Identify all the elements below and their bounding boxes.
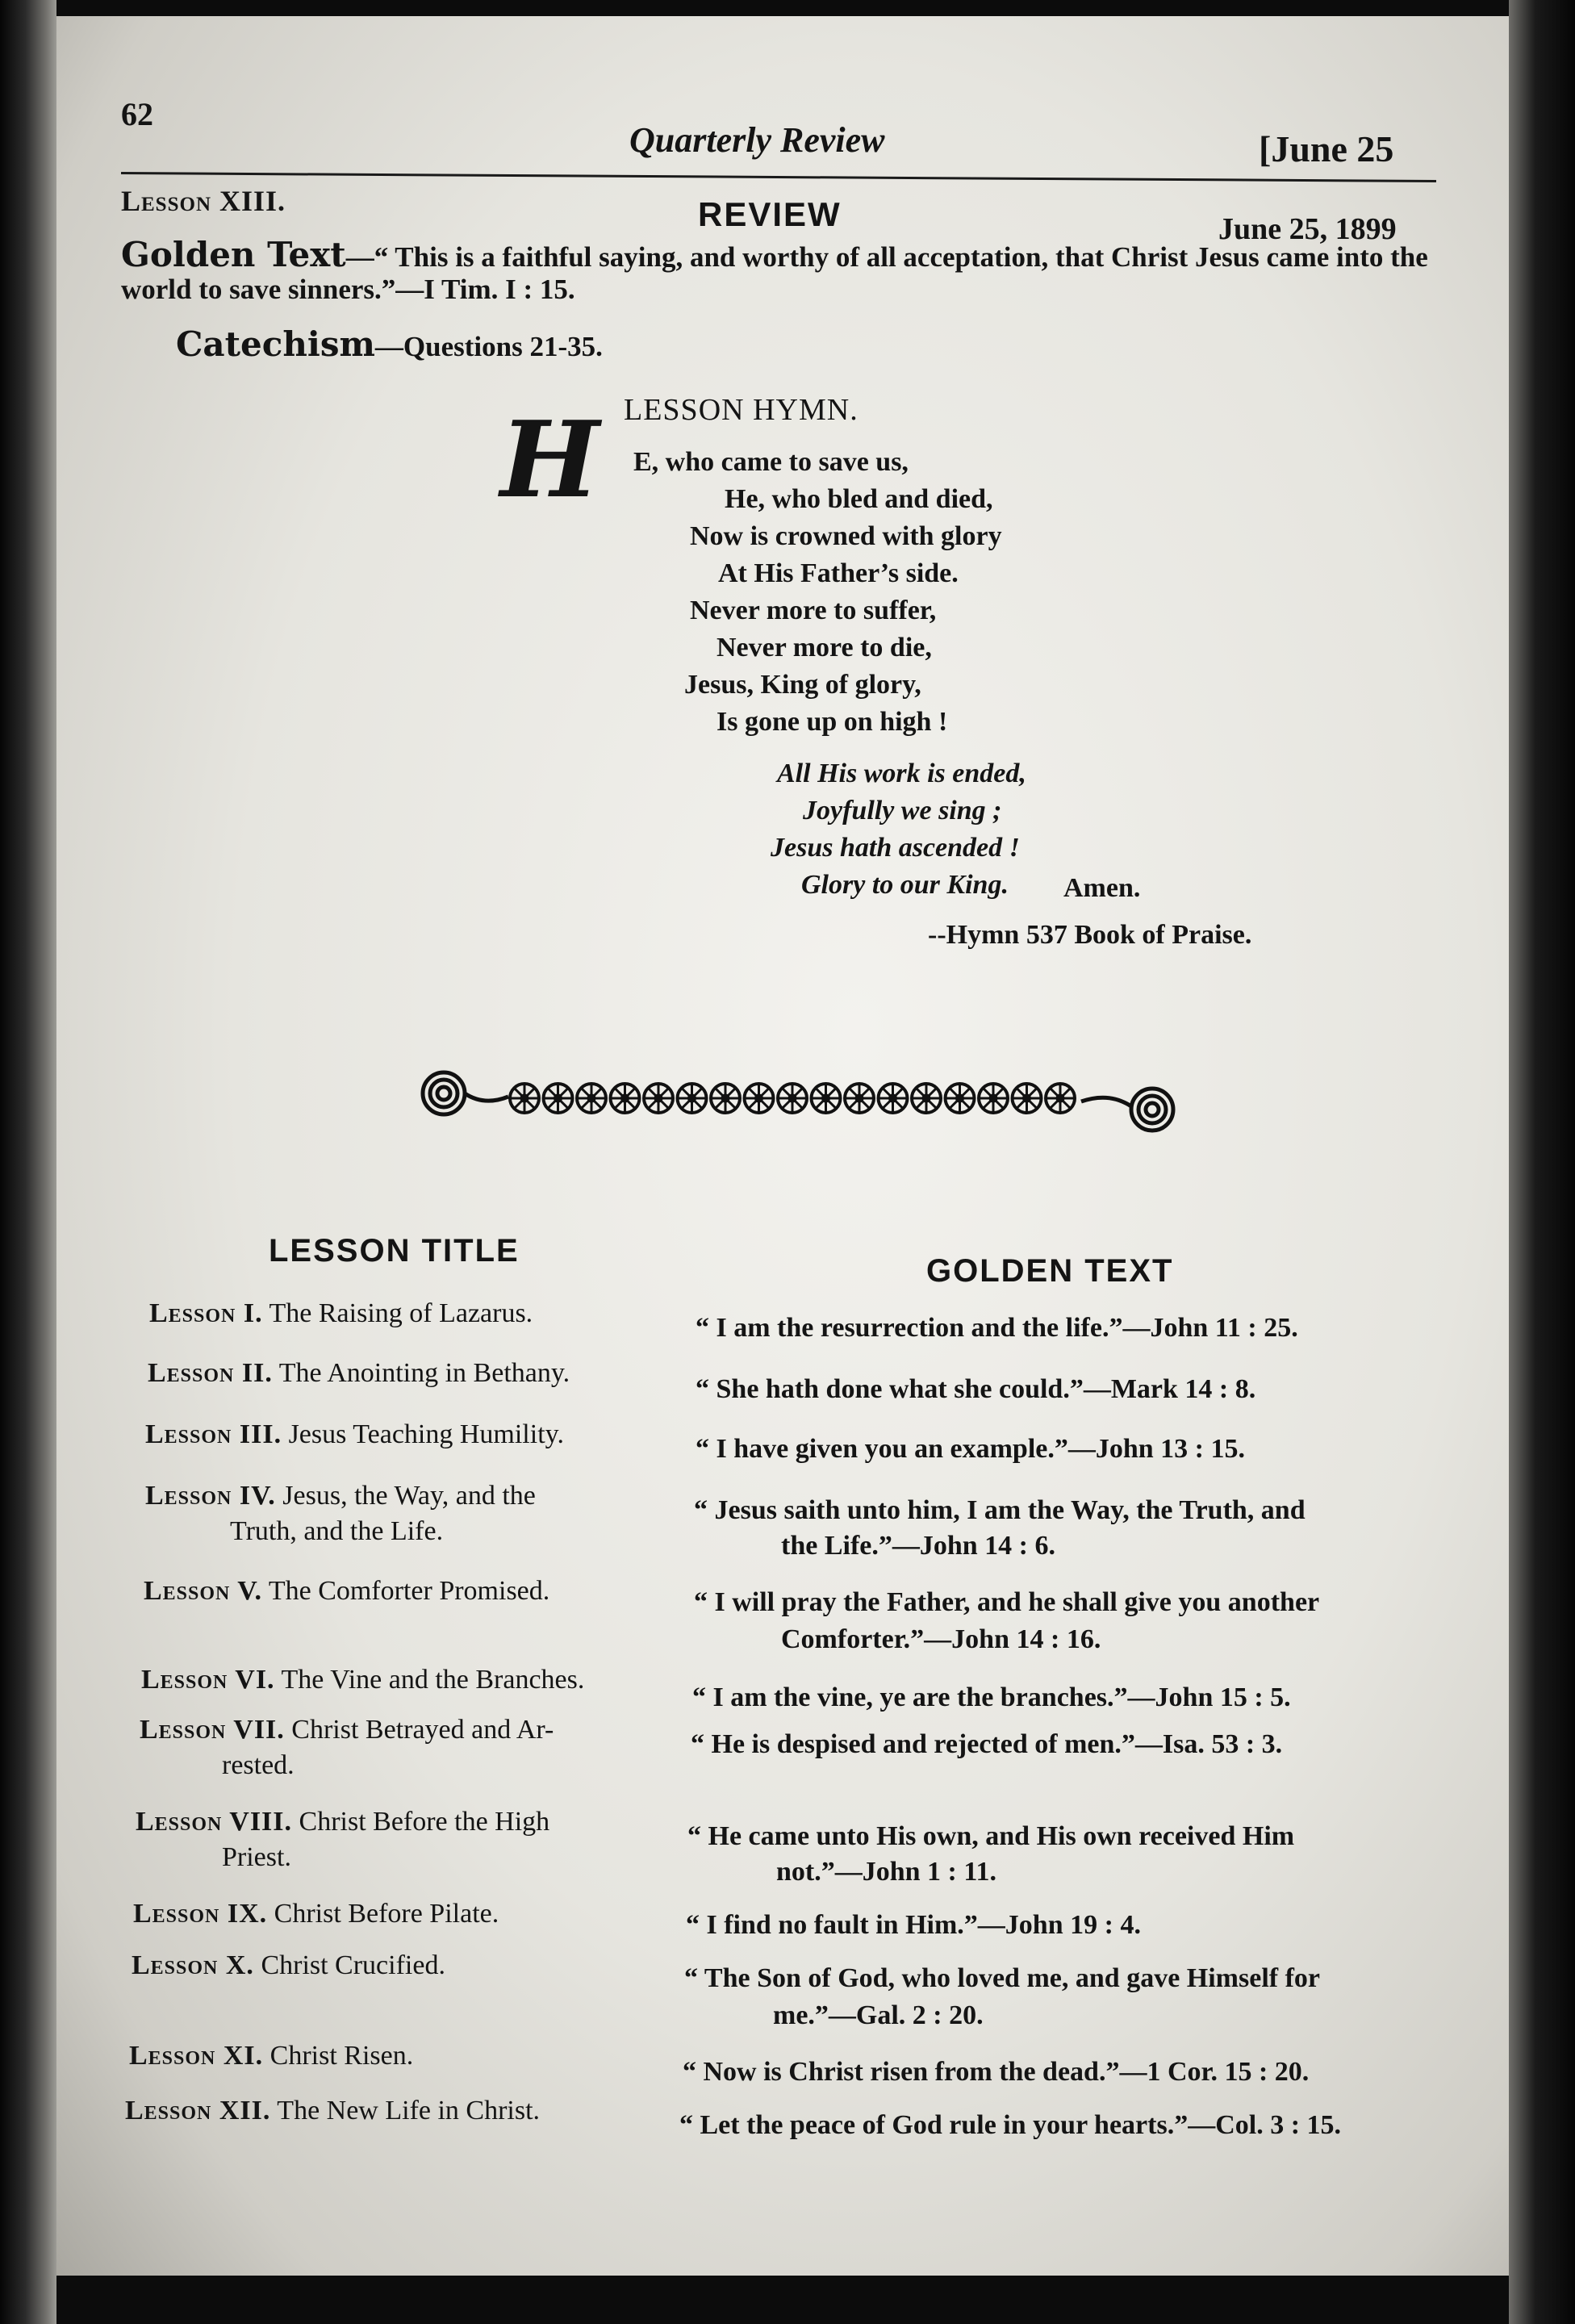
hymn-line: E, who came to save us, bbox=[633, 447, 909, 477]
golden-text-cell: “ He came unto His own, and His own received Him bbox=[687, 1821, 1295, 1851]
hymn-heading: LESSON HYMN. bbox=[624, 393, 859, 427]
ornament-wheel bbox=[778, 1084, 807, 1113]
golden-text-cell: “ I have given you an example.”—John 13 : 15. bbox=[696, 1434, 1245, 1464]
ornament-wheel bbox=[510, 1084, 539, 1113]
hymn-refrain-line: Glory to our King. bbox=[801, 870, 1009, 900]
golden-text-paragraph bbox=[121, 235, 1444, 306]
ornament-wheel bbox=[845, 1084, 874, 1113]
lesson-title-text: The Vine and the Branches. bbox=[281, 1665, 585, 1695]
catechism-text: —Questions 21-35. bbox=[374, 331, 603, 362]
hymn-line: At His Father’s side. bbox=[718, 558, 959, 588]
page-number: 62 bbox=[121, 96, 153, 132]
lesson-title-text: Christ Risen. bbox=[269, 2041, 414, 2071]
lesson-title-cell bbox=[145, 1478, 536, 1514]
golden-text-cell: “ I find no fault in Him.”—John 19 : 4. bbox=[686, 1910, 1141, 1940]
golden-text-cell: “ Jesus saith unto him, I am the Way, the Truth, and bbox=[694, 1495, 1306, 1525]
golden-text-continuation: Comforter.”—John 14 : 16. bbox=[781, 1624, 1101, 1654]
golden-text-cell: “ Let the peace of God rule in your hearts.”—Col. 3 : 15. bbox=[679, 2110, 1342, 2140]
lesson-title: REVIEW bbox=[698, 195, 842, 233]
lesson-title-cell bbox=[149, 1296, 533, 1331]
hymn-line: Never more to die, bbox=[716, 633, 932, 663]
golden-text-continuation: me.”—Gal. 2 : 20. bbox=[773, 2000, 984, 2030]
catechism-line bbox=[176, 324, 603, 364]
lesson-title-cell bbox=[125, 2093, 540, 2129]
ornament-wheel bbox=[1013, 1084, 1042, 1113]
ornament-wheel bbox=[711, 1084, 740, 1113]
lesson-label: Lesson IX. bbox=[133, 1899, 268, 1929]
golden-text-continuation: the Life.”—John 14 : 6. bbox=[781, 1531, 1055, 1561]
lesson-title-text: The New Life in Christ. bbox=[277, 2096, 541, 2125]
book-spine-shadow bbox=[0, 0, 56, 2324]
lesson-title-continuation: rested. bbox=[222, 1750, 295, 1780]
lesson-title-continuation: Priest. bbox=[222, 1842, 291, 1872]
hymn-line: Is gone up on high ! bbox=[716, 707, 948, 737]
lesson-label: Lesson XI. bbox=[129, 2041, 264, 2071]
lesson-title-text: Christ Before Pilate. bbox=[274, 1899, 499, 1929]
ornament-wheel bbox=[912, 1084, 941, 1113]
hymn-attribution: --Hymn 537 Book of Praise. bbox=[928, 920, 1252, 950]
lesson-title-text: Christ Crucified. bbox=[261, 1950, 445, 1980]
ornament-wheel bbox=[946, 1084, 975, 1113]
lesson-title-cell bbox=[145, 1417, 564, 1452]
lesson-number: Lesson XIII. bbox=[121, 185, 286, 217]
hymn-line: Jesus, King of glory, bbox=[684, 670, 921, 700]
lesson-title-continuation: Truth, and the Life. bbox=[230, 1516, 444, 1546]
lesson-label: Lesson VII. bbox=[140, 1715, 285, 1745]
golden-text-cell: “ He is despised and rejected of men.”—Isa. 53 : 3. bbox=[691, 1729, 1283, 1759]
ornament-wheel bbox=[879, 1084, 908, 1113]
lesson-title-cell bbox=[140, 1712, 554, 1748]
lesson-label: Lesson VIII. bbox=[136, 1807, 293, 1837]
hymn-line: He, who bled and died, bbox=[725, 484, 993, 514]
golden-text-continuation: not.”—John 1 : 11. bbox=[776, 1857, 996, 1887]
page-edge-shadow bbox=[1509, 0, 1575, 2324]
golden-text-cell: “ I am the vine, ye are the branches.”—John 15 : 5. bbox=[692, 1682, 1291, 1712]
ornament-wheel bbox=[678, 1084, 707, 1113]
lesson-title-cell bbox=[133, 1896, 499, 1932]
hymn-line: Never more to suffer, bbox=[690, 596, 937, 625]
catechism-label: Catechism bbox=[176, 324, 375, 364]
lesson-title-text: The Anointing in Bethany. bbox=[278, 1358, 570, 1388]
hymn-refrain-line: All His work is ended, bbox=[777, 759, 1026, 788]
hymn-line: Now is crowned with glory bbox=[690, 521, 1002, 551]
golden-text-label: Golden Text bbox=[121, 235, 346, 274]
hymn-refrain-line: Joyfully we sing ; bbox=[803, 796, 1002, 826]
golden-text-column-header: GOLDEN TEXT bbox=[926, 1253, 1174, 1289]
lesson-title-cell bbox=[148, 1356, 570, 1391]
lesson-title-text: Christ Betrayed and Ar- bbox=[291, 1715, 554, 1745]
lesson-title-column-header: LESSON TITLE bbox=[269, 1233, 520, 1269]
lesson-label: Lesson II. bbox=[148, 1358, 273, 1388]
ornament-wheel bbox=[644, 1084, 673, 1113]
golden-text-cell: “ I am the resurrection and the life.”—John 11 : 25. bbox=[696, 1313, 1298, 1343]
golden-text-cell: “ She hath done what she could.”—Mark 14 : 8. bbox=[696, 1374, 1256, 1404]
lesson-title-text: The Raising of Lazarus. bbox=[269, 1298, 533, 1328]
lesson-label: Lesson IV. bbox=[145, 1481, 276, 1511]
lesson-title-cell bbox=[136, 1804, 549, 1840]
ornament-wheel bbox=[1046, 1084, 1075, 1113]
lesson-label: Lesson I. bbox=[149, 1298, 263, 1328]
lesson-title-cell bbox=[144, 1574, 549, 1609]
lesson-date: June 25, 1899 bbox=[1218, 212, 1397, 246]
hymn-refrain-line: Jesus hath ascended ! bbox=[771, 833, 1020, 863]
lesson-label: Lesson III. bbox=[145, 1419, 282, 1449]
lesson-title-cell bbox=[129, 2038, 413, 2074]
lesson-title-text: Christ Before the High bbox=[299, 1807, 550, 1837]
golden-text-cell: “ Now is Christ risen from the dead.”—1 Cor. 15 : 20. bbox=[683, 2057, 1310, 2087]
ornament-wheel bbox=[812, 1084, 841, 1113]
ornament-wheel bbox=[577, 1084, 606, 1113]
golden-text-cell: “ I will pray the Father, and he shall give you another bbox=[694, 1587, 1320, 1617]
hymn-dropcap: H bbox=[500, 398, 600, 521]
lesson-label: Lesson X. bbox=[132, 1950, 254, 1980]
lesson-title-text: Jesus Teaching Humility. bbox=[288, 1419, 564, 1449]
ornament-wheel bbox=[745, 1084, 774, 1113]
lesson-title-text: Jesus, the Way, and the bbox=[282, 1481, 536, 1511]
lesson-title-cell bbox=[132, 1948, 445, 1983]
lesson-label: Lesson XII. bbox=[125, 2096, 271, 2125]
ornament-wheel bbox=[544, 1084, 573, 1113]
golden-text: —“ This is a faithful saying, and worthy of all acceptation, that Christ Jesus came into the world to save sinners.”—I Tim. I : 15. bbox=[121, 241, 1428, 305]
ornament-wheel bbox=[611, 1084, 640, 1113]
golden-text-cell: “ The Son of God, who loved me, and gave Himself for bbox=[684, 1963, 1321, 1993]
ornament-divider bbox=[363, 1053, 1218, 1146]
running-date: [June 25 bbox=[1259, 128, 1394, 169]
lesson-title-cell bbox=[141, 1662, 584, 1698]
ornament-divider-graphic bbox=[363, 1053, 1218, 1142]
lesson-title-text: The Comforter Promised. bbox=[268, 1576, 550, 1606]
lesson-label: Lesson VI. bbox=[141, 1665, 275, 1695]
hymn-amen: Amen. bbox=[1063, 873, 1141, 903]
running-title: Quarterly Review bbox=[629, 120, 885, 160]
lesson-label: Lesson V. bbox=[144, 1576, 262, 1606]
ornament-wheel bbox=[979, 1084, 1008, 1113]
